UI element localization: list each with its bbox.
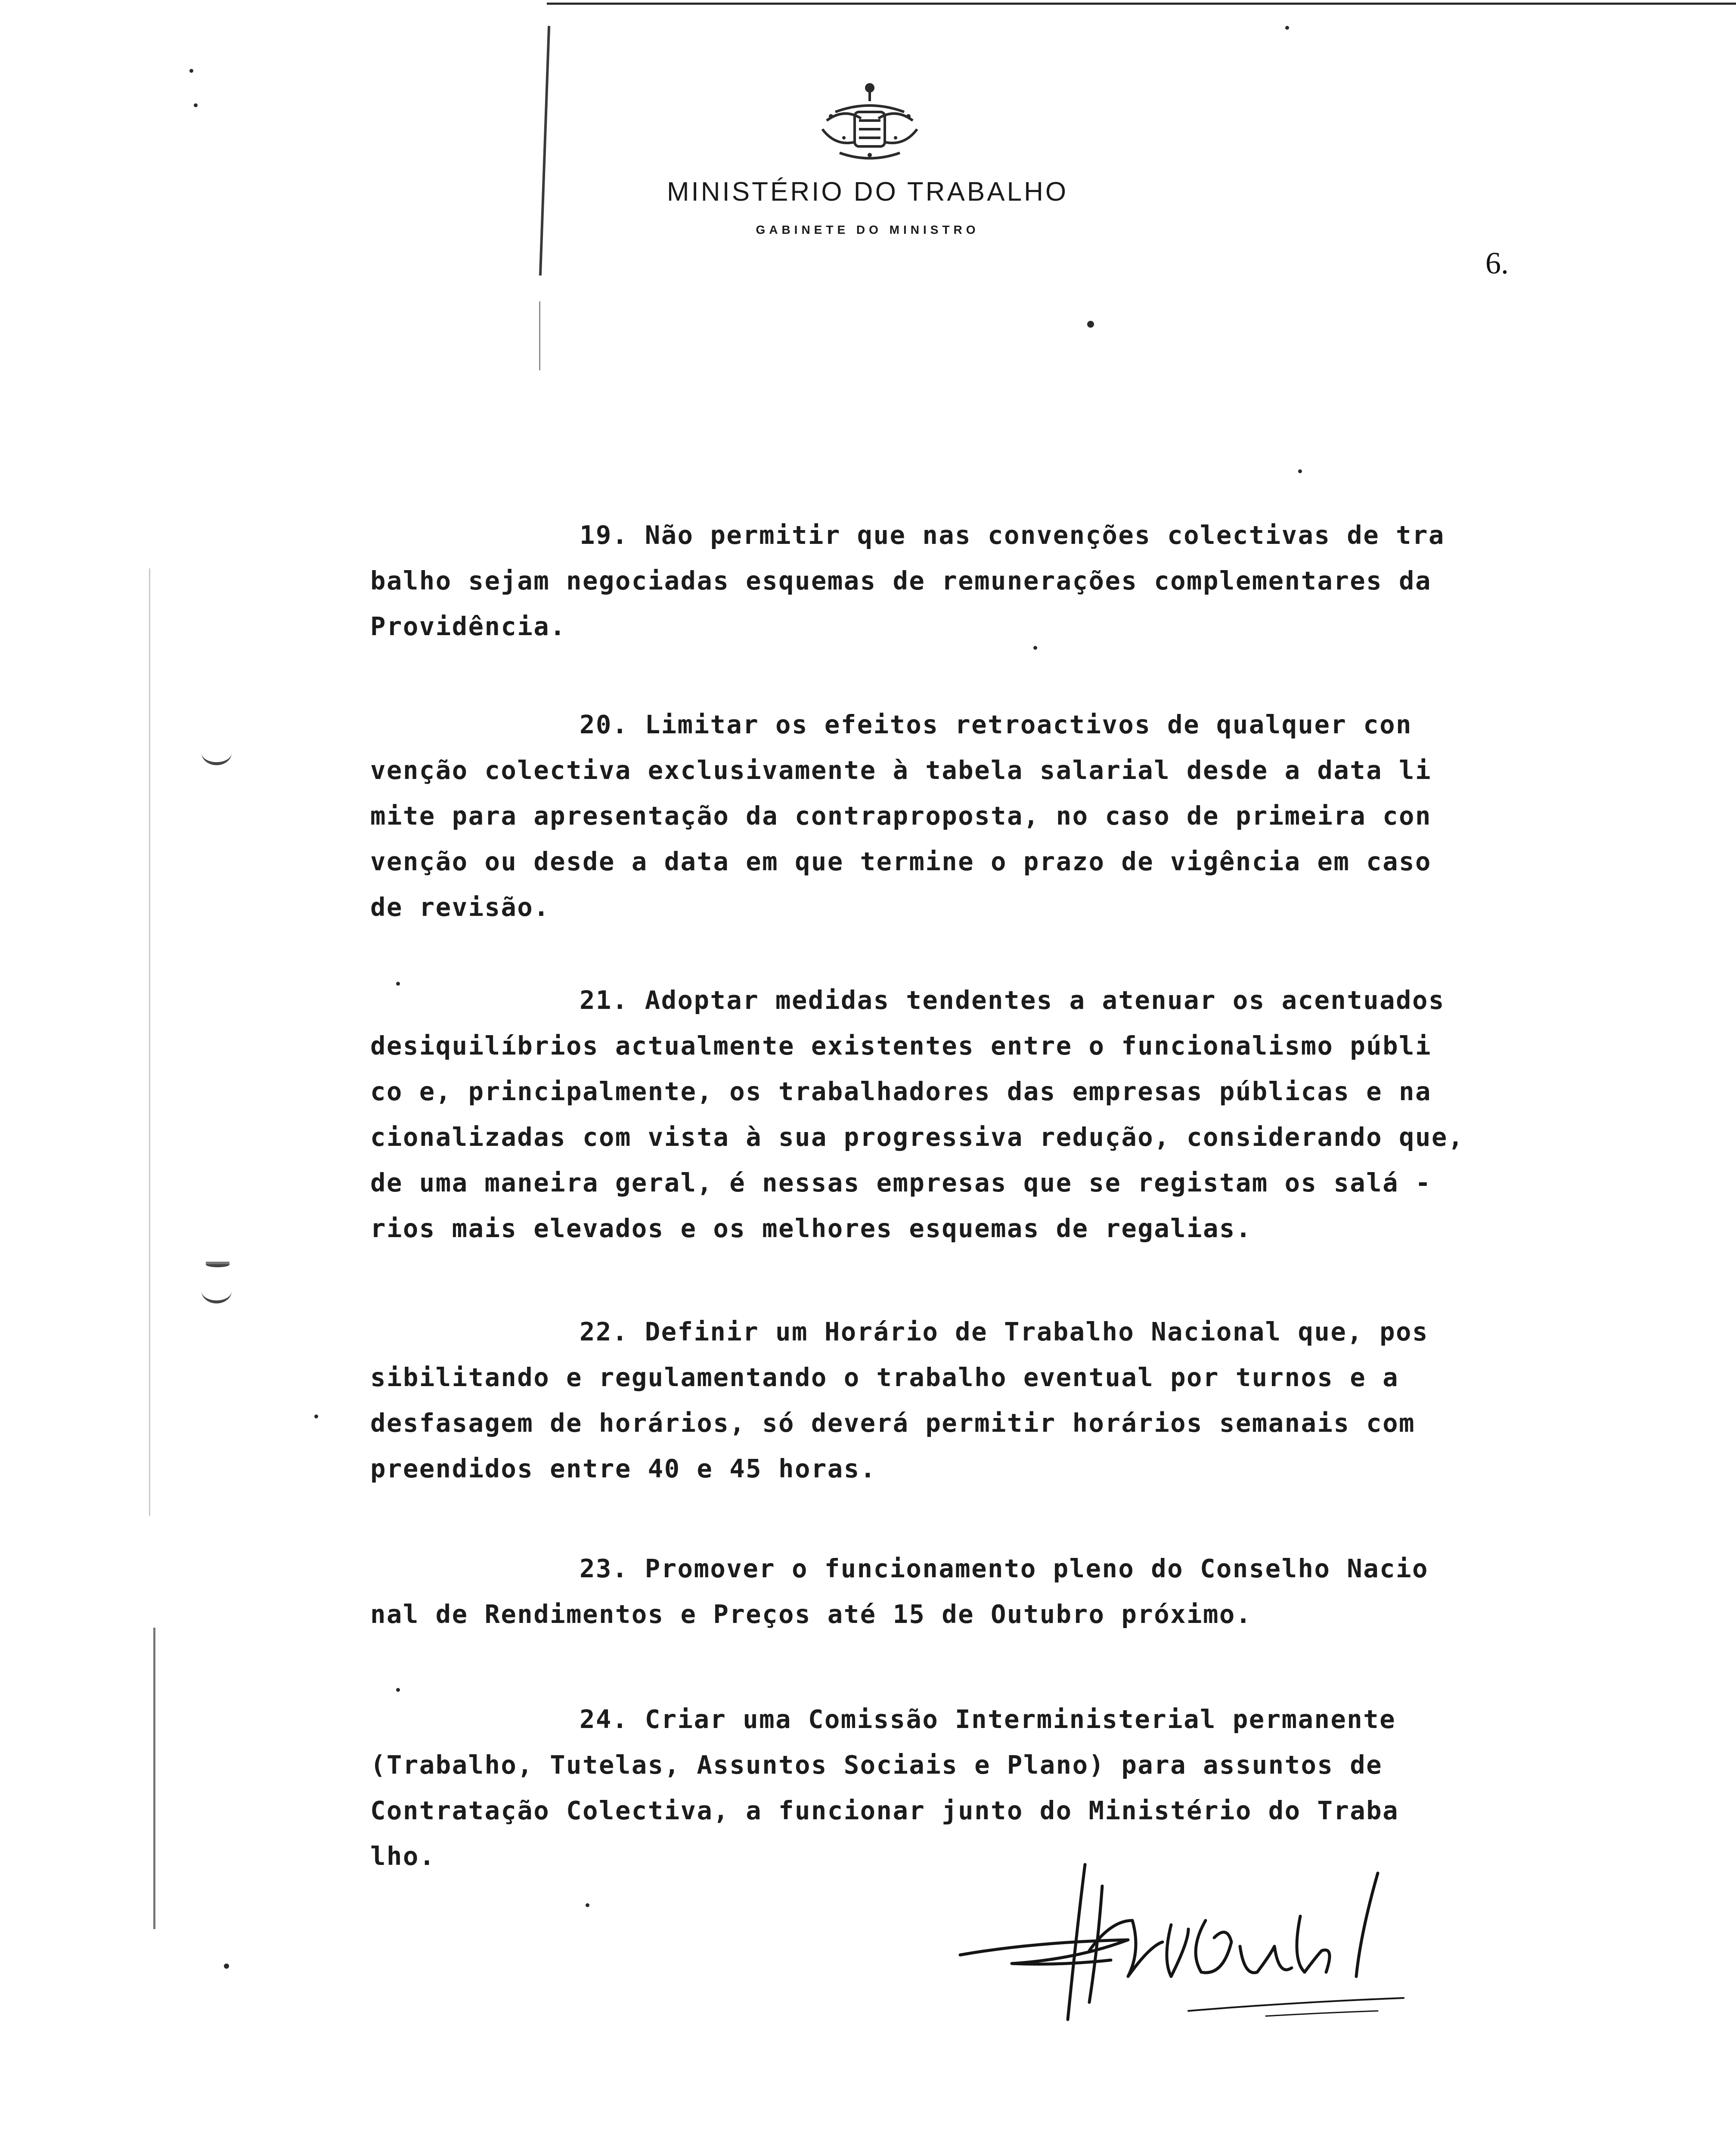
item-number: 24. <box>580 1704 629 1734</box>
item-first-line <box>370 1697 1559 1742</box>
scan-speck <box>224 1964 229 1969</box>
item-text-line: nal de Rendimentos e Preços até 15 de Outubro próximo. <box>370 1599 1252 1629</box>
list-item-22 <box>370 1309 1559 1492</box>
item-text-line: (Trabalho, Tutelas, Assuntos Sociais e Plano) para assuntos de <box>370 1750 1383 1780</box>
punch-hole-mark-top <box>206 1262 229 1267</box>
item-text-line: mite para apresentação da contraproposta, no caso de primeira con <box>370 801 1432 831</box>
item-number: 19. <box>580 520 629 550</box>
margin-edge-line <box>153 1628 155 1929</box>
item-text-line: Não permitir que nas convenções colectivas de tra <box>645 520 1445 550</box>
punch-hole-mark <box>202 741 232 765</box>
item-text-line: de revisão. <box>370 892 550 922</box>
scan-speck <box>189 69 193 73</box>
item-text-line: desiquilíbrios actualmente existentes entre o funcionalismo públi <box>370 1031 1432 1061</box>
item-number: 20. <box>580 710 629 739</box>
item-text-line: Limitar os efeitos retroactivos de qualquer con <box>645 710 1412 739</box>
list-item-23 <box>370 1546 1559 1637</box>
scan-speck <box>1087 321 1094 328</box>
scan-speck <box>396 982 400 986</box>
list-item-20 <box>370 702 1559 930</box>
item-text-line: preendidos entre 40 e 45 horas. <box>370 1454 877 1483</box>
page-number: 6. <box>1485 246 1509 280</box>
item-first-line <box>370 512 1559 558</box>
scan-speck <box>194 103 198 107</box>
cabinet-subtitle: GABINETE DO MINISTRO <box>756 223 980 236</box>
top-rule <box>547 3 1736 5</box>
list-item-21 <box>370 977 1559 1251</box>
item-first-line <box>370 977 1559 1023</box>
coat-of-arms-emblem <box>809 82 930 164</box>
margin-edge-line-faint <box>149 568 150 1516</box>
scan-speck <box>1033 646 1037 650</box>
item-text-line: Providência. <box>370 611 567 641</box>
item-text-line: Definir um Horário de Trabalho Nacional que, pos <box>645 1317 1429 1346</box>
item-text-line: Adoptar medidas tendentes a atenuar os acentuados <box>645 985 1445 1015</box>
item-number: 21. <box>580 985 629 1015</box>
item-text-line: cionalizadas com vista à sua progressiva redução, considerando que, <box>370 1122 1464 1152</box>
item-text-line: de uma maneira geral, é nessas empresas que se registam os salá - <box>370 1168 1432 1197</box>
list-item-19 <box>370 512 1559 649</box>
scan-speck <box>396 1688 400 1692</box>
item-first-line <box>370 1546 1559 1591</box>
punch-hole-mark <box>202 1279 232 1303</box>
item-text-line: venção colectiva exclusivamente à tabela salarial desde a data li <box>370 755 1432 785</box>
scan-speck <box>1285 26 1289 30</box>
ministry-title: MINISTÉRIO DO TRABALHO <box>666 177 1069 207</box>
item-first-line <box>370 702 1559 748</box>
item-number: 23. <box>580 1554 629 1583</box>
left-rule <box>539 26 550 276</box>
item-text-line: Criar uma Comissão Interministerial permanente <box>645 1704 1396 1734</box>
item-number: 22. <box>580 1317 629 1346</box>
scan-speck <box>1298 469 1302 473</box>
item-text-line: venção ou desde a data em que termine o prazo de vigência em caso <box>370 847 1432 876</box>
item-text-line: Contratação Colectiva, a funcionar junto do Ministério do Traba <box>370 1796 1399 1825</box>
left-rule-lower <box>539 301 540 370</box>
item-text-line: sibilitando e regulamentando o trabalho eventual por turnos e a <box>370 1362 1399 1392</box>
item-text-line: Promover o funcionamento pleno do Conselho Nacio <box>645 1554 1429 1583</box>
item-text-line: desfasagem de horários, só deverá permitir horários semanais com <box>370 1408 1415 1438</box>
item-text-line: co e, principalmente, os trabalhadores das empresas públicas e na <box>370 1076 1432 1106</box>
item-text-line: rios mais elevados e os melhores esquemas de regalias. <box>370 1213 1252 1243</box>
scan-speck <box>314 1415 318 1418</box>
item-text-line: lho. <box>370 1841 436 1871</box>
item-first-line <box>370 1309 1559 1355</box>
item-text-line: balho sejam negociadas esquemas de remunerações complementares da <box>370 566 1432 596</box>
handwritten-signature <box>947 1847 1421 2028</box>
scan-speck <box>586 1903 589 1907</box>
